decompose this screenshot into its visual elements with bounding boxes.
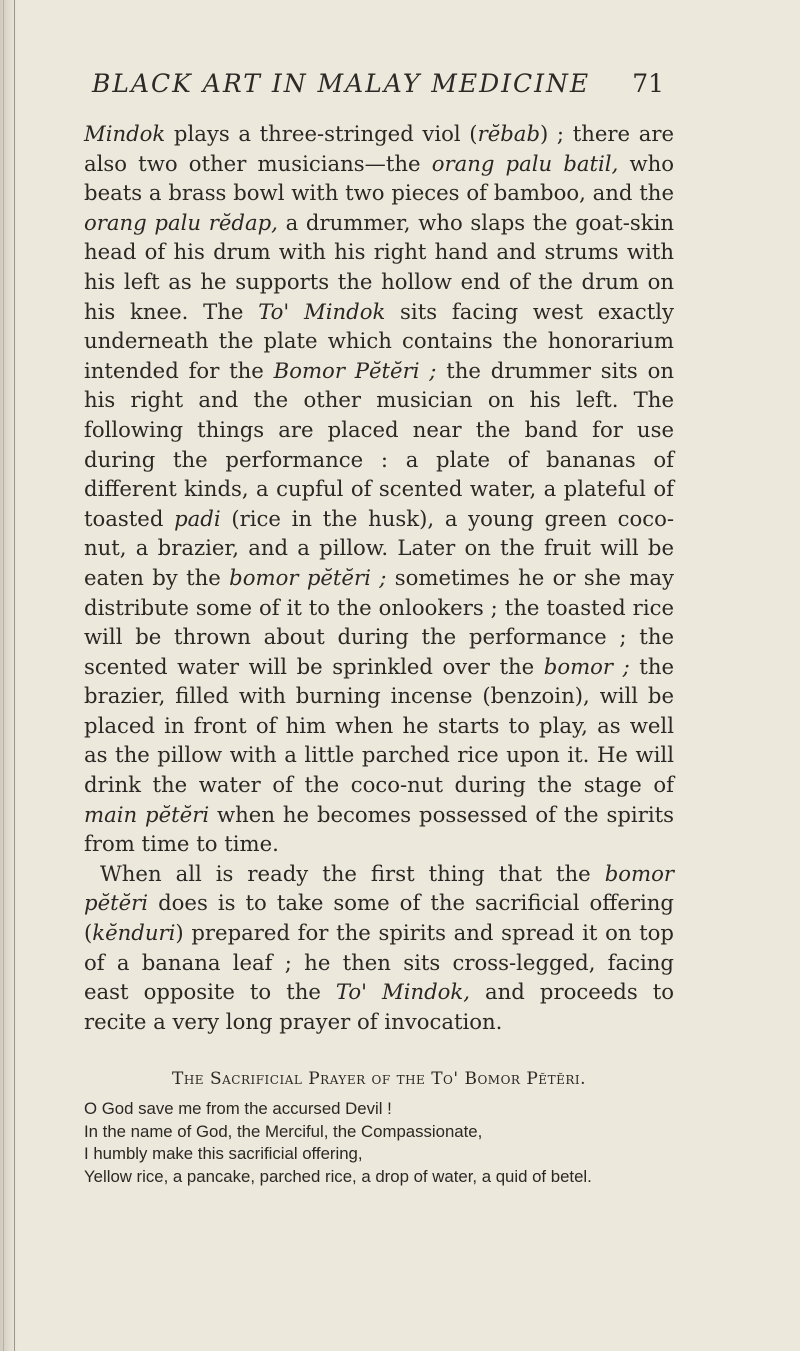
text-run: plays a three-stringed viol (	[165, 121, 478, 146]
text-run: sometimes he or she may distribute some of it to the onlookers ; the toasted rice will be thrown about during the performance ; the scented water will be sprinkled over the	[84, 564, 675, 679]
running-title: BLACK ART IN MALAY MEDICINE	[92, 69, 591, 98]
italic-term: To' Mindok,	[335, 979, 471, 1005]
italic-term: orang palu rĕdap,	[84, 209, 278, 235]
italic-term: bomor pĕtĕri	[84, 860, 674, 916]
prayer-verse	[84, 1098, 674, 1188]
text-run: sits facing west exactly underneath the plate which contains the honorarium intended for the	[84, 298, 674, 383]
italic-term: Bomor Pĕtĕri ;	[273, 357, 437, 383]
running-head	[92, 69, 664, 105]
text-run: (rice in the husk), a young green coco-nut, a brazier, and a pillow. Later on the fruit will be eaten by the	[84, 505, 674, 590]
text-run: does is to take some of the sacrificial offering (	[84, 890, 674, 946]
italic-term: bomor ;	[543, 653, 630, 679]
prayer-line: O God save me from the accursed Devil !	[84, 1099, 392, 1118]
text-run: a drummer, who slaps the goat-skin head of his drum with his right hand and strums with his left as he supports the hollow end of the drum on his knee. The	[84, 209, 674, 324]
paragraph	[84, 119, 674, 859]
text-run: and proceeds to recite a very long prayer of invocation.	[84, 979, 674, 1034]
prayer-line: I humbly make this sacrificial offering,	[84, 1144, 363, 1163]
text-run: when he becomes possessed of the spirits from time to time.	[84, 801, 674, 857]
page-number: 71	[632, 69, 664, 98]
italic-term: padi	[174, 505, 221, 531]
italic-term: orang palu batil,	[431, 150, 619, 176]
page-edge-line	[3, 0, 4, 1351]
body-text	[84, 119, 674, 1036]
text-run: ) prepared for the spirits and spread it on top of a banana leaf ; he then sits cross-legged, facing east opposite to the	[84, 920, 674, 1005]
italic-term: kĕnduri	[92, 920, 176, 946]
prayer-line: Yellow rice, a pancake, parched rice, a drop of water, a quid of betel.	[84, 1166, 592, 1186]
prayer-heading: The Sacrificial Prayer of the To' Bomor Pĕtĕri.	[171, 1069, 587, 1089]
italic-term: To' Mindok	[258, 298, 386, 324]
italic-term: Mindok	[84, 121, 166, 146]
italic-term: main pĕtĕri	[84, 801, 210, 827]
binding-line	[14, 0, 15, 1351]
prayer-line: In the name of God, the Merciful, the Compassionate,	[84, 1121, 483, 1141]
italic-term: rĕbab	[477, 121, 541, 146]
text-run: the brazier, filled with burning incense (benzoin), will be placed in front of him when he starts to play, as well as the pillow with a little parched rice upon it. He will drink the water of the coco-nut during the stage of	[84, 653, 675, 798]
italic-term: bomor pĕtĕri ;	[229, 564, 387, 590]
text-run: ) ; there are also two other musicians—the	[84, 121, 674, 176]
text-run: who beats a brass bowl with two pieces of bamboo, and the	[84, 150, 675, 206]
text-run: the drummer sits on his right and the other musician on his left. The following things are placed near the band for use during the performance : a plate of bananas of different kinds, a cupful of scented water, a plateful of toasted	[84, 357, 674, 531]
text-run: When all is ready the first thing that the	[100, 860, 605, 886]
paragraph	[84, 859, 674, 1037]
